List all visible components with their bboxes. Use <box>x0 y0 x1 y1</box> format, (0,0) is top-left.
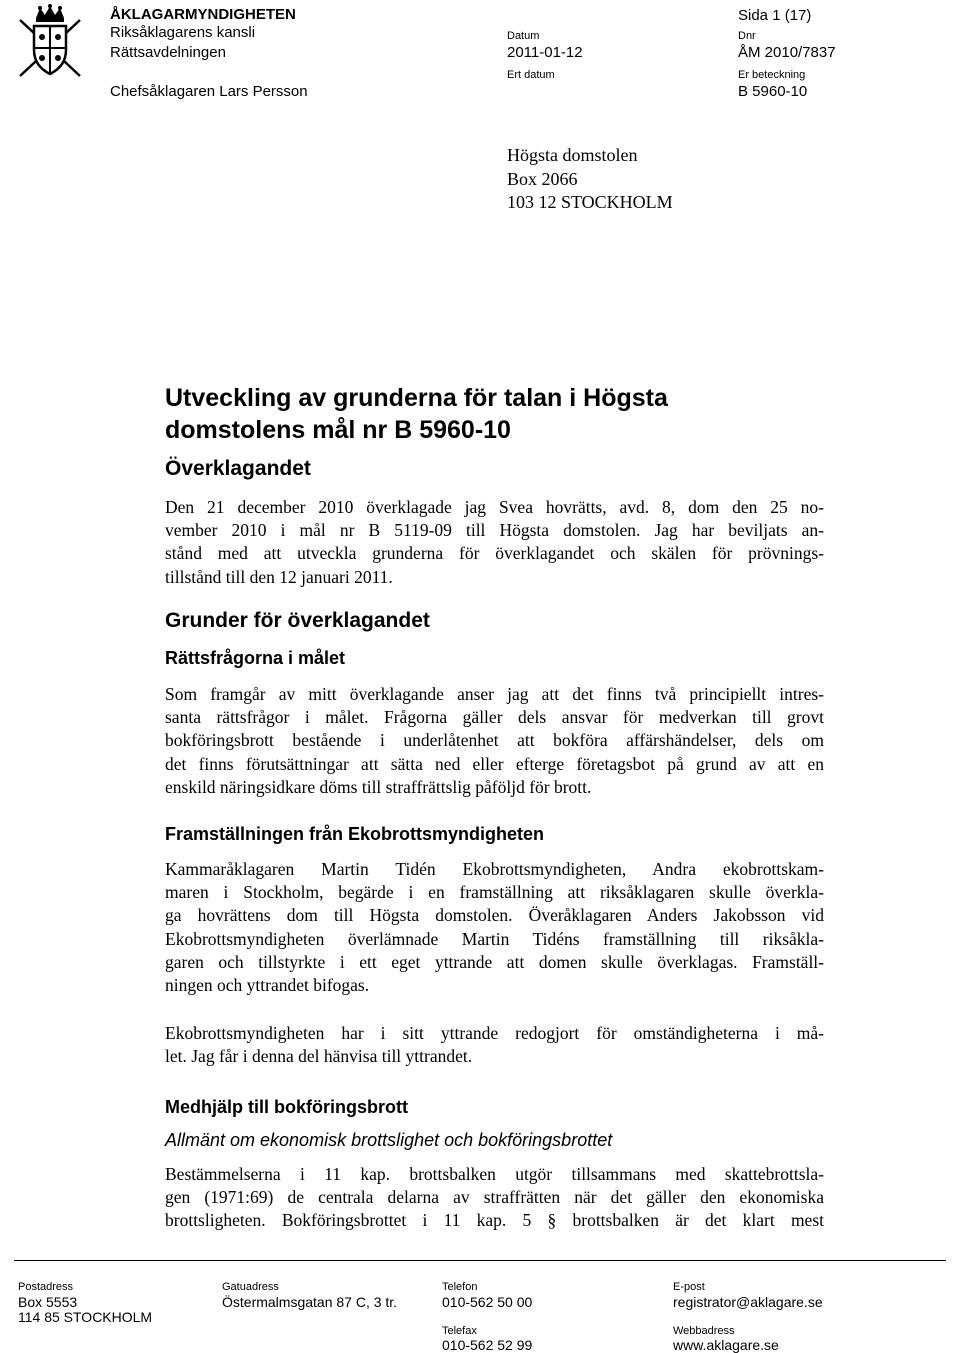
email-link[interactable]: registrator@aklagare.se <box>673 1294 823 1310</box>
paragraph-grounds <box>165 683 824 799</box>
text-line: santa rättsfrågor i målet. Frågorna gäller dels ansvar för medverkan till grovt <box>165 707 824 728</box>
text-line: gen (1971:69) de centrala delarna av straffrätten när det gäller den ekonomiska <box>165 1187 824 1208</box>
recipient-line: Högsta domstolen <box>507 145 638 165</box>
email-label: E-post <box>673 1281 705 1293</box>
title-line: Utveckling av grunderna för talan i Högsta <box>165 384 668 412</box>
paragraph-request-1 <box>165 858 824 997</box>
text-line: let. Jag får i denna del hänvisa till yttrandet. <box>165 1046 473 1067</box>
subheading-economic-crime: Allmänt om ekonomisk brottslighet och bokföringsbrottet <box>165 1130 613 1150</box>
text-line: tillstånd till den 12 januari 2011. <box>165 566 393 587</box>
section-heading-request: Framställningen från Ekobrottsmyndigheten <box>165 824 545 844</box>
subheading-legal-questions: Rättsfrågorna i målet <box>165 648 346 668</box>
text-line: Kammaråklagaren Martin Tidén Ekobrottsmyndigheten, Andra ekobrottskam- <box>165 859 824 879</box>
office-name: Riksåklagarens kansli <box>110 24 256 41</box>
footer-divider <box>14 1260 946 1261</box>
ref-label: Dnr <box>738 30 756 42</box>
paragraph-appeal <box>165 496 824 589</box>
postal-label: Postadress <box>18 1281 74 1293</box>
your-date-label: Ert datum <box>507 69 555 81</box>
street-value: Östermalmsgatan 87 C, 3 tr. <box>222 1294 398 1310</box>
text-line: garen och tillstyrkte i ett eget yttrande att domen skulle överklagas. Framställ- <box>165 951 824 972</box>
text-line: stånd med att utveckla grunderna för överklagandet och skälen för prövnings- <box>165 543 824 564</box>
your-ref-label: Er beteckning <box>738 69 806 81</box>
recipient-line: 103 12 STOCKHOLM <box>507 192 673 213</box>
text-line: Ekobrottsmyndigheten har i sitt yttrande redogjort för omständigheterna i må- <box>165 1023 824 1043</box>
text-line: bokföringsbrott bestående i underlåtenhet att bokföra affärshändelser, dels om <box>165 730 824 751</box>
recipient-line: Box 2066 <box>507 168 578 189</box>
phone-value: 010-562 50 00 <box>442 1294 533 1310</box>
text-line: Den 21 december 2010 överklagade jag Svea hovrätts, avd. 8, dom den 25 no- <box>165 497 824 517</box>
text-line: det finns förutsättningar att sätta ned eller efterge företagsbot på grund av att en <box>165 753 824 774</box>
title-line: domstolens mål nr B 5960-10 <box>165 416 511 444</box>
text-line: ningen och yttrandet bifogas. <box>165 975 370 996</box>
department-name: Rättsavdelningen <box>110 44 226 61</box>
coat-of-arms-icon <box>14 4 86 84</box>
date-label: Datum <box>507 30 540 42</box>
web-link[interactable]: www.aklagare.se <box>673 1337 779 1353</box>
page-info: Sida 1 (17) <box>738 7 812 24</box>
text-line: Som framgår av mitt överklagande anser jag att det finns två principiellt intres- <box>165 684 824 704</box>
section-heading-appeal: Överklagandet <box>165 457 311 480</box>
date-value: 2011-01-12 <box>507 44 583 61</box>
ref-value: ÅM 2010/7837 <box>738 44 836 61</box>
document-title <box>165 382 668 446</box>
postal-line1: Box 5553 <box>18 1294 78 1310</box>
author-name: Chefsåklagaren Lars Persson <box>110 83 308 100</box>
fax-label: Telefax <box>442 1325 477 1337</box>
your-ref-value: B 5960-10 <box>738 83 808 100</box>
phone-label: Telefon <box>442 1281 478 1293</box>
street-label: Gatuadress <box>222 1281 279 1293</box>
postal-line2: 114 85 STOCKHOLM <box>18 1309 153 1325</box>
paragraph-complicity <box>165 1163 824 1233</box>
text-line: brottsligheten. Bokföringsbrottet i 11 kap. 5 § brottsbalken är det klart mest <box>165 1210 824 1231</box>
text-line: ga hovrättens dom till Högsta domstolen. Överåklagaren Anders Jakobsson vid <box>165 905 824 926</box>
web-label: Webbadress <box>673 1325 735 1337</box>
section-heading-complicity: Medhjälp till bokföringsbrott <box>165 1097 408 1117</box>
text-line: Bestämmelserna i 11 kap. brottsbalken utgör tillsammans med skattebrottsla- <box>165 1164 824 1184</box>
agency-name: ÅKLAGARMYNDIGHETEN <box>110 6 296 23</box>
paragraph-request-2 <box>165 1022 824 1068</box>
text-line: enskild näringsidkare döms till straffrättslig påföljd för brott. <box>165 776 592 797</box>
text-line: Ekobrottsmyndigheten överlämnade Martin Tidéns framställning till riksåkla- <box>165 928 824 949</box>
text-line: maren i Stockholm, begärde i en framställning att riksåklagaren skulle överkla- <box>165 882 824 903</box>
fax-value: 010-562 52 99 <box>442 1337 533 1353</box>
text-line: vember 2010 i mål nr B 5119-09 till Högsta domstolen. Jag har beviljats an- <box>165 520 824 541</box>
recipient-address <box>507 144 673 215</box>
section-heading-grounds: Grunder för överklagandet <box>165 609 430 632</box>
